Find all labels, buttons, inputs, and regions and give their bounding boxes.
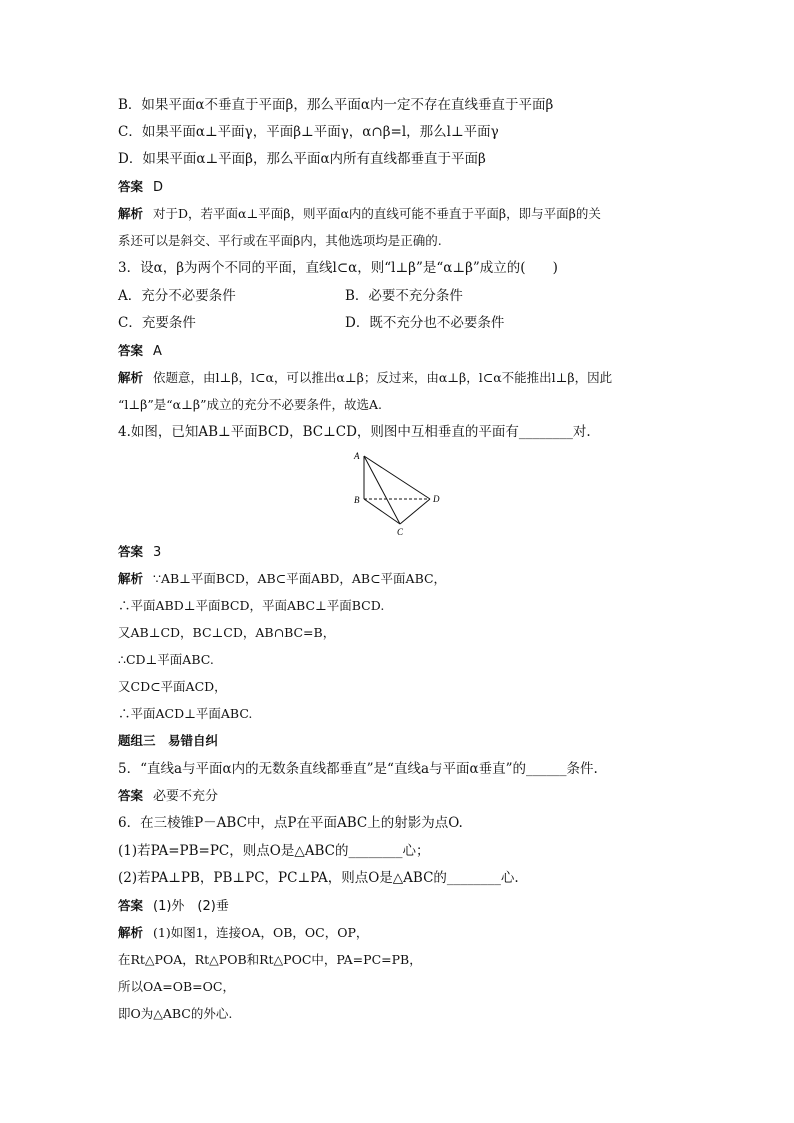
q6-analysis-step-3: 即O为△ABC的外心. [118, 1006, 233, 1021]
q6-part-2: (2)若PA⊥PB，PB⊥PC，PC⊥PA，则点O是△ABC的________心. [118, 870, 519, 886]
answer-value: D [153, 180, 164, 195]
analysis-text: 对于D，若平面α⊥平面β，则平面α内的直线可能不垂直于平面β，即与平面β的关 [153, 206, 601, 221]
q4-analysis-step-1: ∴平面ABD⊥平面BCD，平面ABC⊥平面BCD. [118, 598, 385, 613]
q3-answer-line [118, 342, 162, 361]
analysis-text-cont: 系还可以是斜交、平行或在平面β内，其他选项均是正确的. [118, 233, 442, 248]
option-c-text: C．如果平面α⊥平面γ，平面β⊥平面γ，α∩β=l，那么l⊥平面γ [118, 124, 499, 140]
q3-option-b: B．必要不充分条件 [345, 288, 463, 304]
analysis-label: 解析 [118, 206, 144, 221]
q4-analysis-step-2: 又AB⊥CD，BC⊥CD，AB∩BC=B， [118, 625, 336, 640]
analysis-text: (1)如图1，连接OA，OB，OC，OP， [153, 925, 369, 940]
question-3-stem: 3．设α，β为两个不同的平面，直线l⊂α，则“l⊥β”是“α⊥β”成立的( ) [118, 260, 558, 276]
q6-analysis-line [118, 924, 368, 942]
answer-line [118, 178, 163, 197]
tetrahedron-figure [340, 448, 450, 538]
analysis-line [118, 205, 601, 223]
q4-analysis-step-4: 又CD⊂平面ACD， [118, 679, 227, 694]
analysis-text: 依题意，由l⊥β，l⊂α，可以推出α⊥β；反过来，由α⊥β，l⊂α不能推出l⊥β，因此 [153, 370, 613, 385]
q5-answer-line [118, 787, 218, 806]
q3-option-d: D．既不充分也不必要条件 [345, 315, 505, 331]
vertex-label-c: C [397, 527, 404, 537]
q3-option-a: A．充分不必要条件 [118, 288, 236, 304]
answer-label: 答案 [118, 544, 144, 559]
q3-analysis-line [118, 369, 612, 387]
answer-value: (1)外 (2)垂 [153, 899, 229, 914]
q6-analysis-step-1: 在Rt△POA，Rt△POB和Rt△POC中，PA=PC=PB， [118, 952, 422, 967]
edge-ac [364, 456, 400, 524]
q4-analysis-step-5: ∴平面ACD⊥平面ABC. [118, 706, 253, 721]
answer-label: 答案 [118, 343, 144, 358]
section-heading [118, 732, 228, 750]
question-5-stem: 5．“直线a与平面α内的无数条直线都垂直”是“直线a与平面α垂直”的______条件. [118, 761, 598, 777]
q3-option-c: C．充要条件 [118, 315, 196, 331]
question-4-stem: 4.如图，已知AB⊥平面BCD，BC⊥CD，则图中互相垂直的平面有________对. [118, 424, 591, 440]
analysis-label: 解析 [118, 370, 144, 385]
answer-label: 答案 [118, 898, 144, 913]
vertex-label-a: A [354, 451, 360, 461]
question-6-stem: 6．在三棱锥P－ABC中，点P在平面ABC上的射影为点O. [118, 815, 463, 831]
edge-cd [400, 499, 430, 524]
edge-bc [364, 499, 400, 524]
analysis-label: 解析 [118, 571, 144, 586]
answer-label: 答案 [118, 788, 144, 803]
answer-label: 答案 [118, 179, 144, 194]
section-heading-text: 题组三 易错自纠 [118, 733, 219, 748]
analysis-text: ∵AB⊥平面BCD，AB⊂平面ABD，AB⊂平面ABC， [153, 571, 447, 586]
edge-ad [364, 456, 430, 499]
analysis-label: 解析 [118, 925, 144, 940]
answer-value: A [153, 344, 162, 359]
option-b-text: B．如果平面α不垂直于平面β，那么平面α内一定不存在直线垂直于平面β [118, 97, 554, 113]
q4-analysis-line [118, 570, 446, 588]
q3-analysis-text-cont: “l⊥β”是“α⊥β”成立的充分不必要条件，故选A. [118, 397, 382, 412]
q4-analysis-step-3: ∴CD⊥平面ABC. [118, 652, 214, 667]
q4-answer-line [118, 543, 161, 562]
q6-part-1: (1)若PA=PB=PC，则点O是△ABC的________心； [118, 843, 430, 859]
q6-answer-line [118, 897, 229, 916]
answer-value: 3 [153, 545, 162, 560]
q6-analysis-step-2: 所以OA=OB=OC， [118, 979, 235, 994]
vertex-label-d: D [433, 494, 440, 504]
answer-value: 必要不充分 [153, 789, 219, 804]
vertex-label-b: B [354, 495, 360, 505]
option-d-text: D．如果平面α⊥平面β，那么平面α内所有直线都垂直于平面β [118, 151, 486, 167]
